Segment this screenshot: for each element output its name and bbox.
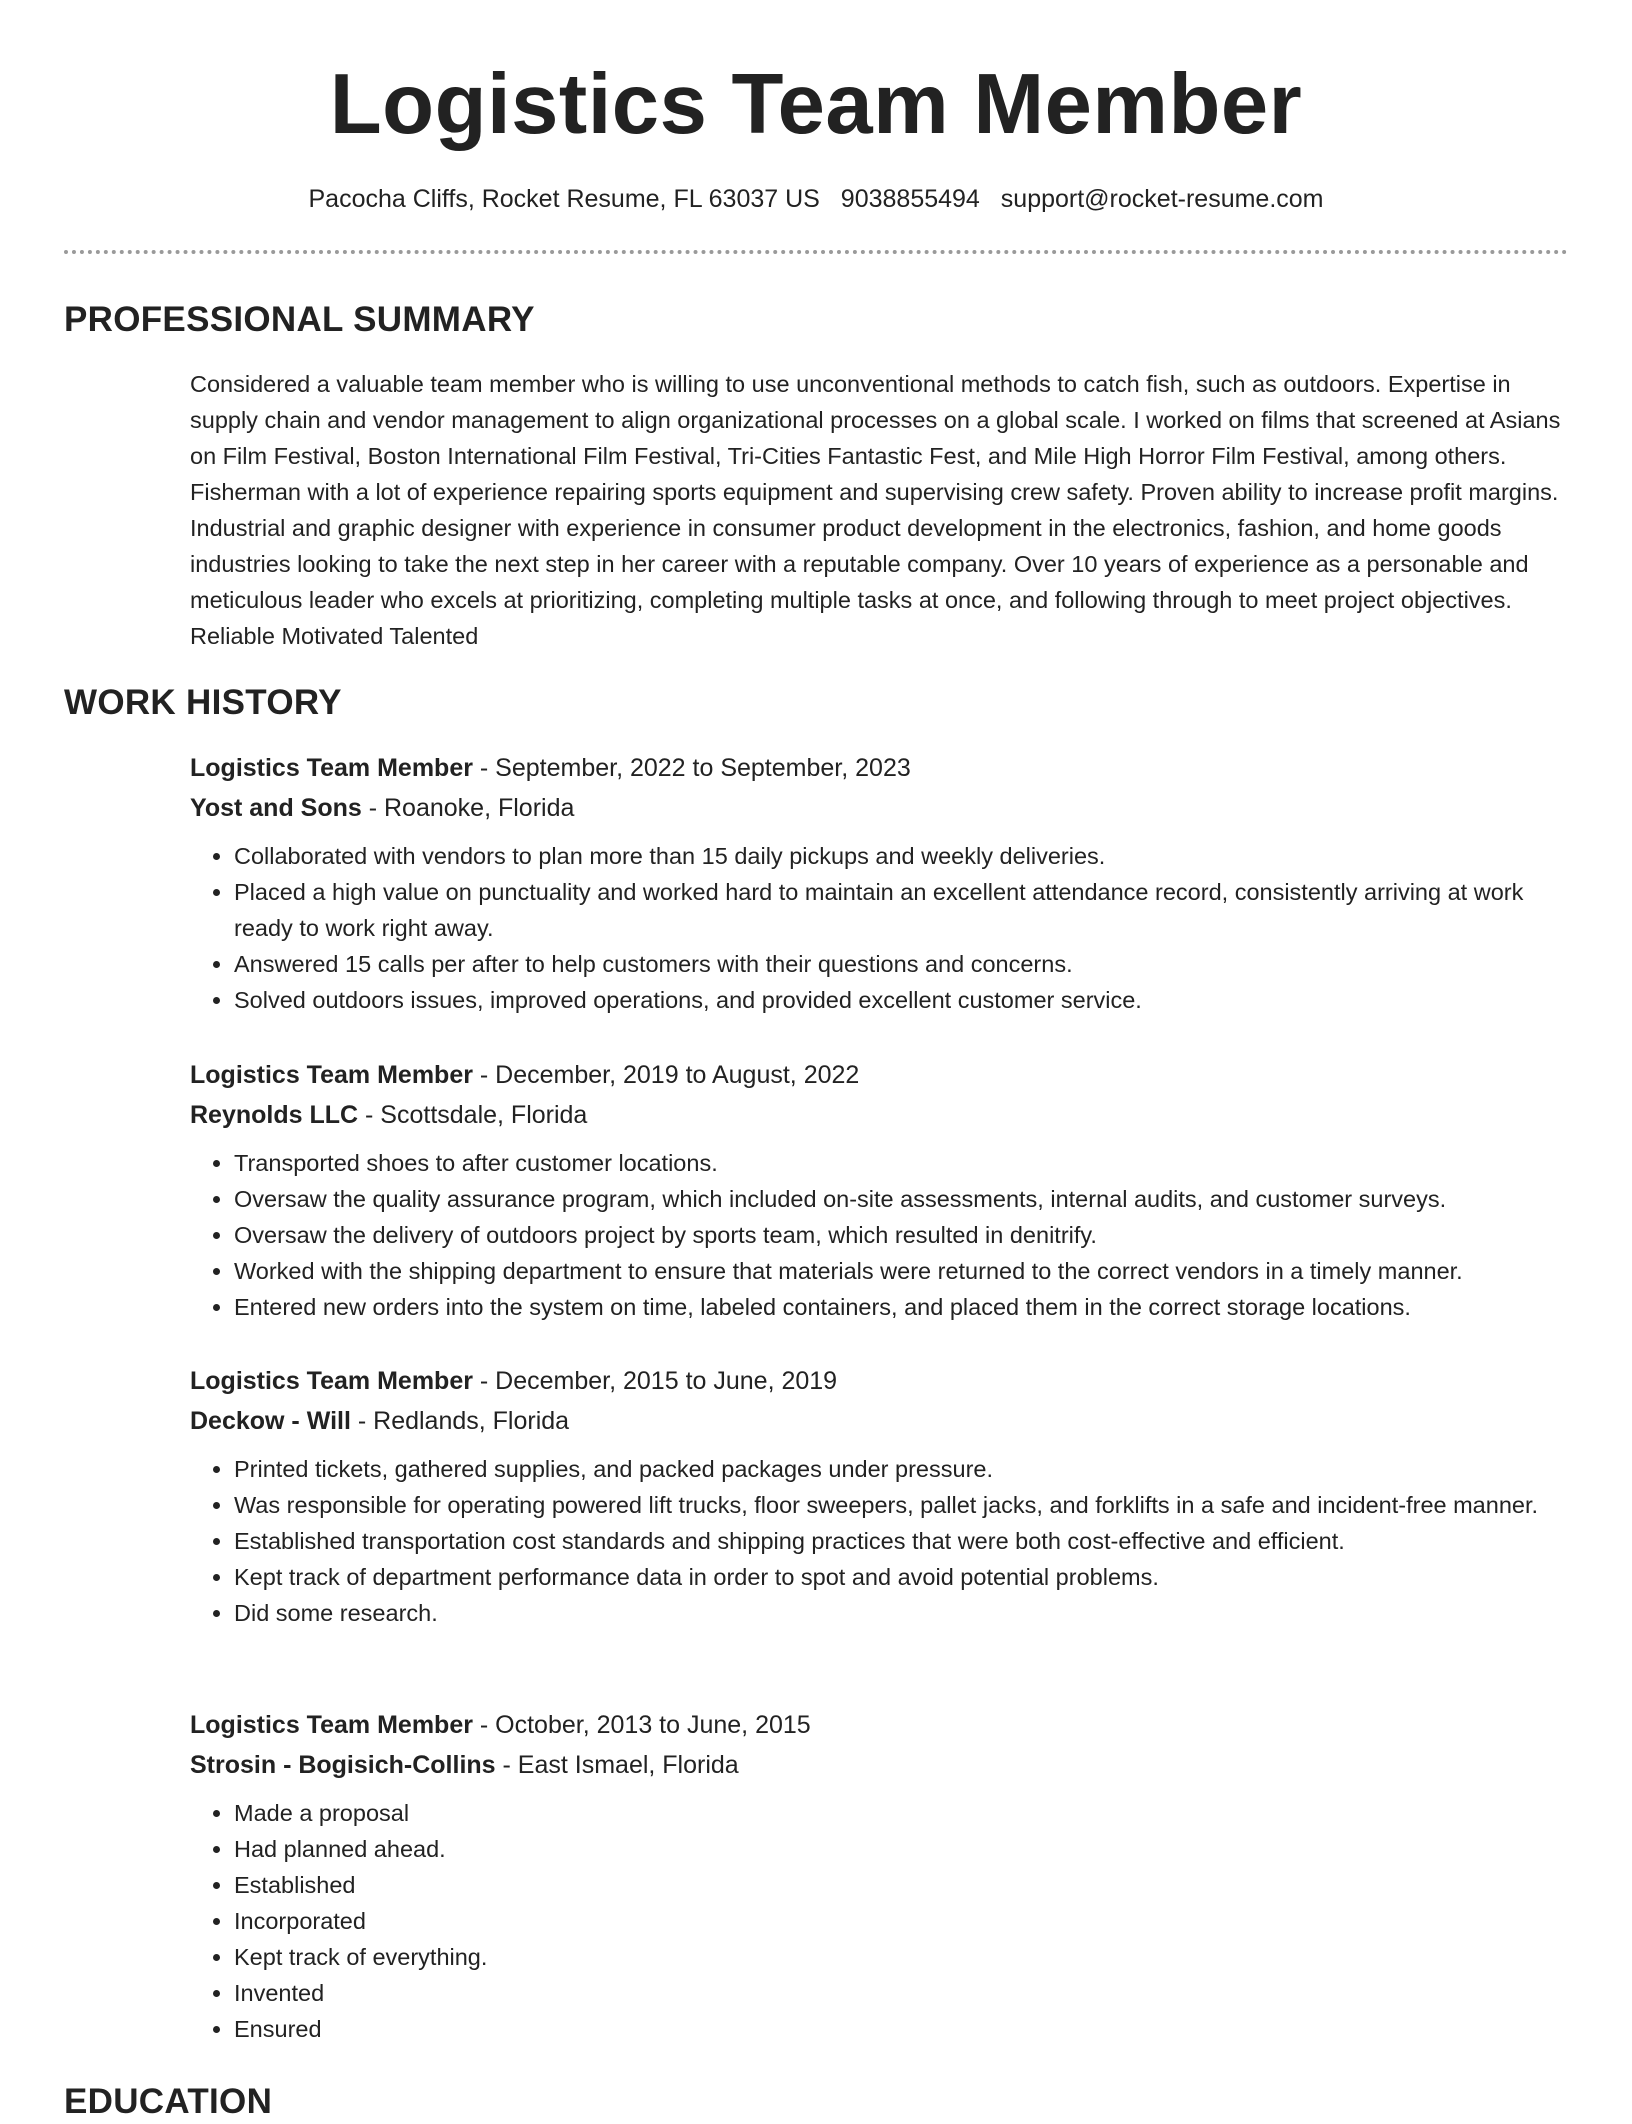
job-bullets (190, 1795, 1570, 2047)
summary-heading: PROFESSIONAL SUMMARY (64, 300, 535, 339)
job-company-line (190, 788, 1570, 828)
job-bullet: • Kept track of everything. (234, 1939, 1570, 1975)
job-entry (190, 748, 1570, 1018)
job-role: Logistics Team Member (190, 1367, 473, 1395)
job-bullet: • Invented (234, 1975, 1570, 2011)
job-title-line (190, 1705, 1570, 1745)
job-bullet: • Was responsible for operating powered lift trucks, floor sweepers, pallet jacks, and forklifts in a safe and incident-free manner. (234, 1487, 1570, 1523)
job-bullet: • Solved outdoors issues, improved operations, and provided excellent customer service. (234, 982, 1570, 1018)
job-bullet: • Incorporated (234, 1903, 1570, 1939)
job-bullet: • Oversaw the quality assurance program, which included on-site assessments, internal audits, and customer surveys. (234, 1181, 1570, 1217)
job-location: - Roanoke, Florida (361, 794, 575, 822)
job-location: - East Ismael, Florida (495, 1751, 739, 1779)
job-bullet: • Worked with the shipping department to ensure that materials were returned to the correct vendors in a timely manner. (234, 1253, 1570, 1289)
job-bullets (190, 1451, 1570, 1631)
job-role: Logistics Team Member (190, 1061, 473, 1089)
job-company: Yost and Sons (190, 794, 362, 822)
education-heading: EDUCATION (64, 2082, 273, 2121)
job-company: Reynolds LLC (190, 1101, 359, 1129)
job-company-line (190, 1745, 1570, 1785)
job-role: Logistics Team Member (190, 1711, 473, 1739)
job-bullet: • Did some research. (234, 1595, 1570, 1631)
summary-text: Considered a valuable team member who is willing to use unconventional methods to catch fish, such as outdoors. Expertise in supply chain and vendor management to align organizational processes on a global scale. I worked on films that screened at Asians on Film Festival, Boston International Film Festival, Tri-Cities Fantastic Fest, and Mile High Horror Film Festival, among others. Fisherman with a lot of experience repairing sports equipment and supervising crew safety. Proven ability to increase profit margins. Industrial and graphic designer with experience in consumer product development in the electronics, fashion, and home goods industries looking to take the next step in her career with a reputable company. Over 10 years of experience as a personable and meticulous leader who excels at prioritizing, completing multiple tasks at once, and following through to meet project objectives. Reliable Motivated Talented (190, 371, 1561, 649)
candidate-name: Logistics Team Member (329, 57, 1303, 152)
job-dates: - October, 2013 to June, 2015 (472, 1711, 811, 1739)
job-company-line (190, 1095, 1570, 1135)
header-divider (64, 250, 1568, 254)
job-role: Logistics Team Member (190, 754, 473, 782)
job-location: - Redlands, Florida (350, 1407, 570, 1435)
job-bullet: • Kept track of department performance data in order to spot and avoid potential problems. (234, 1559, 1570, 1595)
job-dates: - December, 2015 to June, 2019 (472, 1367, 838, 1395)
job-bullet: • Made a proposal (234, 1795, 1570, 1831)
job-entry (190, 1055, 1570, 1325)
job-company: Strosin - Bogisich-Collins (190, 1751, 496, 1779)
job-bullets (190, 1145, 1570, 1325)
job-company: Deckow - Will (190, 1407, 351, 1435)
job-dates: - December, 2019 to August, 2022 (472, 1061, 860, 1089)
job-title-line (190, 1055, 1570, 1095)
job-bullet: • Established transportation cost standards and shipping practices that were both cost-effective and efficient. (234, 1523, 1570, 1559)
job-title-line (190, 1361, 1570, 1401)
job-bullets (190, 838, 1570, 1018)
job-bullet: • Oversaw the delivery of outdoors project by sports team, which resulted in denitrify. (234, 1217, 1570, 1253)
contact-phone: 9038855494 (840, 185, 980, 213)
job-company-line (190, 1401, 1570, 1441)
job-title-line (190, 748, 1570, 788)
job-bullet: • Answered 15 calls per after to help customers with their questions and concerns. (234, 946, 1570, 982)
contact-address: Pacocha Cliffs, Rocket Resume, FL 63037 US (308, 185, 820, 213)
contact-line (0, 182, 1632, 216)
job-bullet: • Had planned ahead. (234, 1831, 1570, 1867)
job-bullet: • Transported shoes to after customer locations. (234, 1145, 1570, 1181)
job-entry (190, 1361, 1570, 1631)
work-history-heading: WORK HISTORY (64, 683, 342, 722)
contact-email: support@rocket-resume.com (1000, 185, 1324, 213)
job-bullet: • Entered new orders into the system on time, labeled containers, and placed them in the correct storage locations. (234, 1289, 1570, 1325)
job-entry (190, 1705, 1570, 2047)
job-location: - Scottsdale, Florida (358, 1101, 588, 1129)
job-dates: - September, 2022 to September, 2023 (472, 754, 911, 782)
job-bullet: • Ensured (234, 2011, 1570, 2047)
job-bullet: • Printed tickets, gathered supplies, and packed packages under pressure. (234, 1451, 1570, 1487)
job-bullet: • Established (234, 1867, 1570, 1903)
job-bullet: • Collaborated with vendors to plan more than 15 daily pickups and weekly deliveries. (234, 838, 1570, 874)
job-bullet: • Placed a high value on punctuality and worked hard to maintain an excellent attendance record, consistently arriving at work ready to work right away. (234, 874, 1570, 946)
